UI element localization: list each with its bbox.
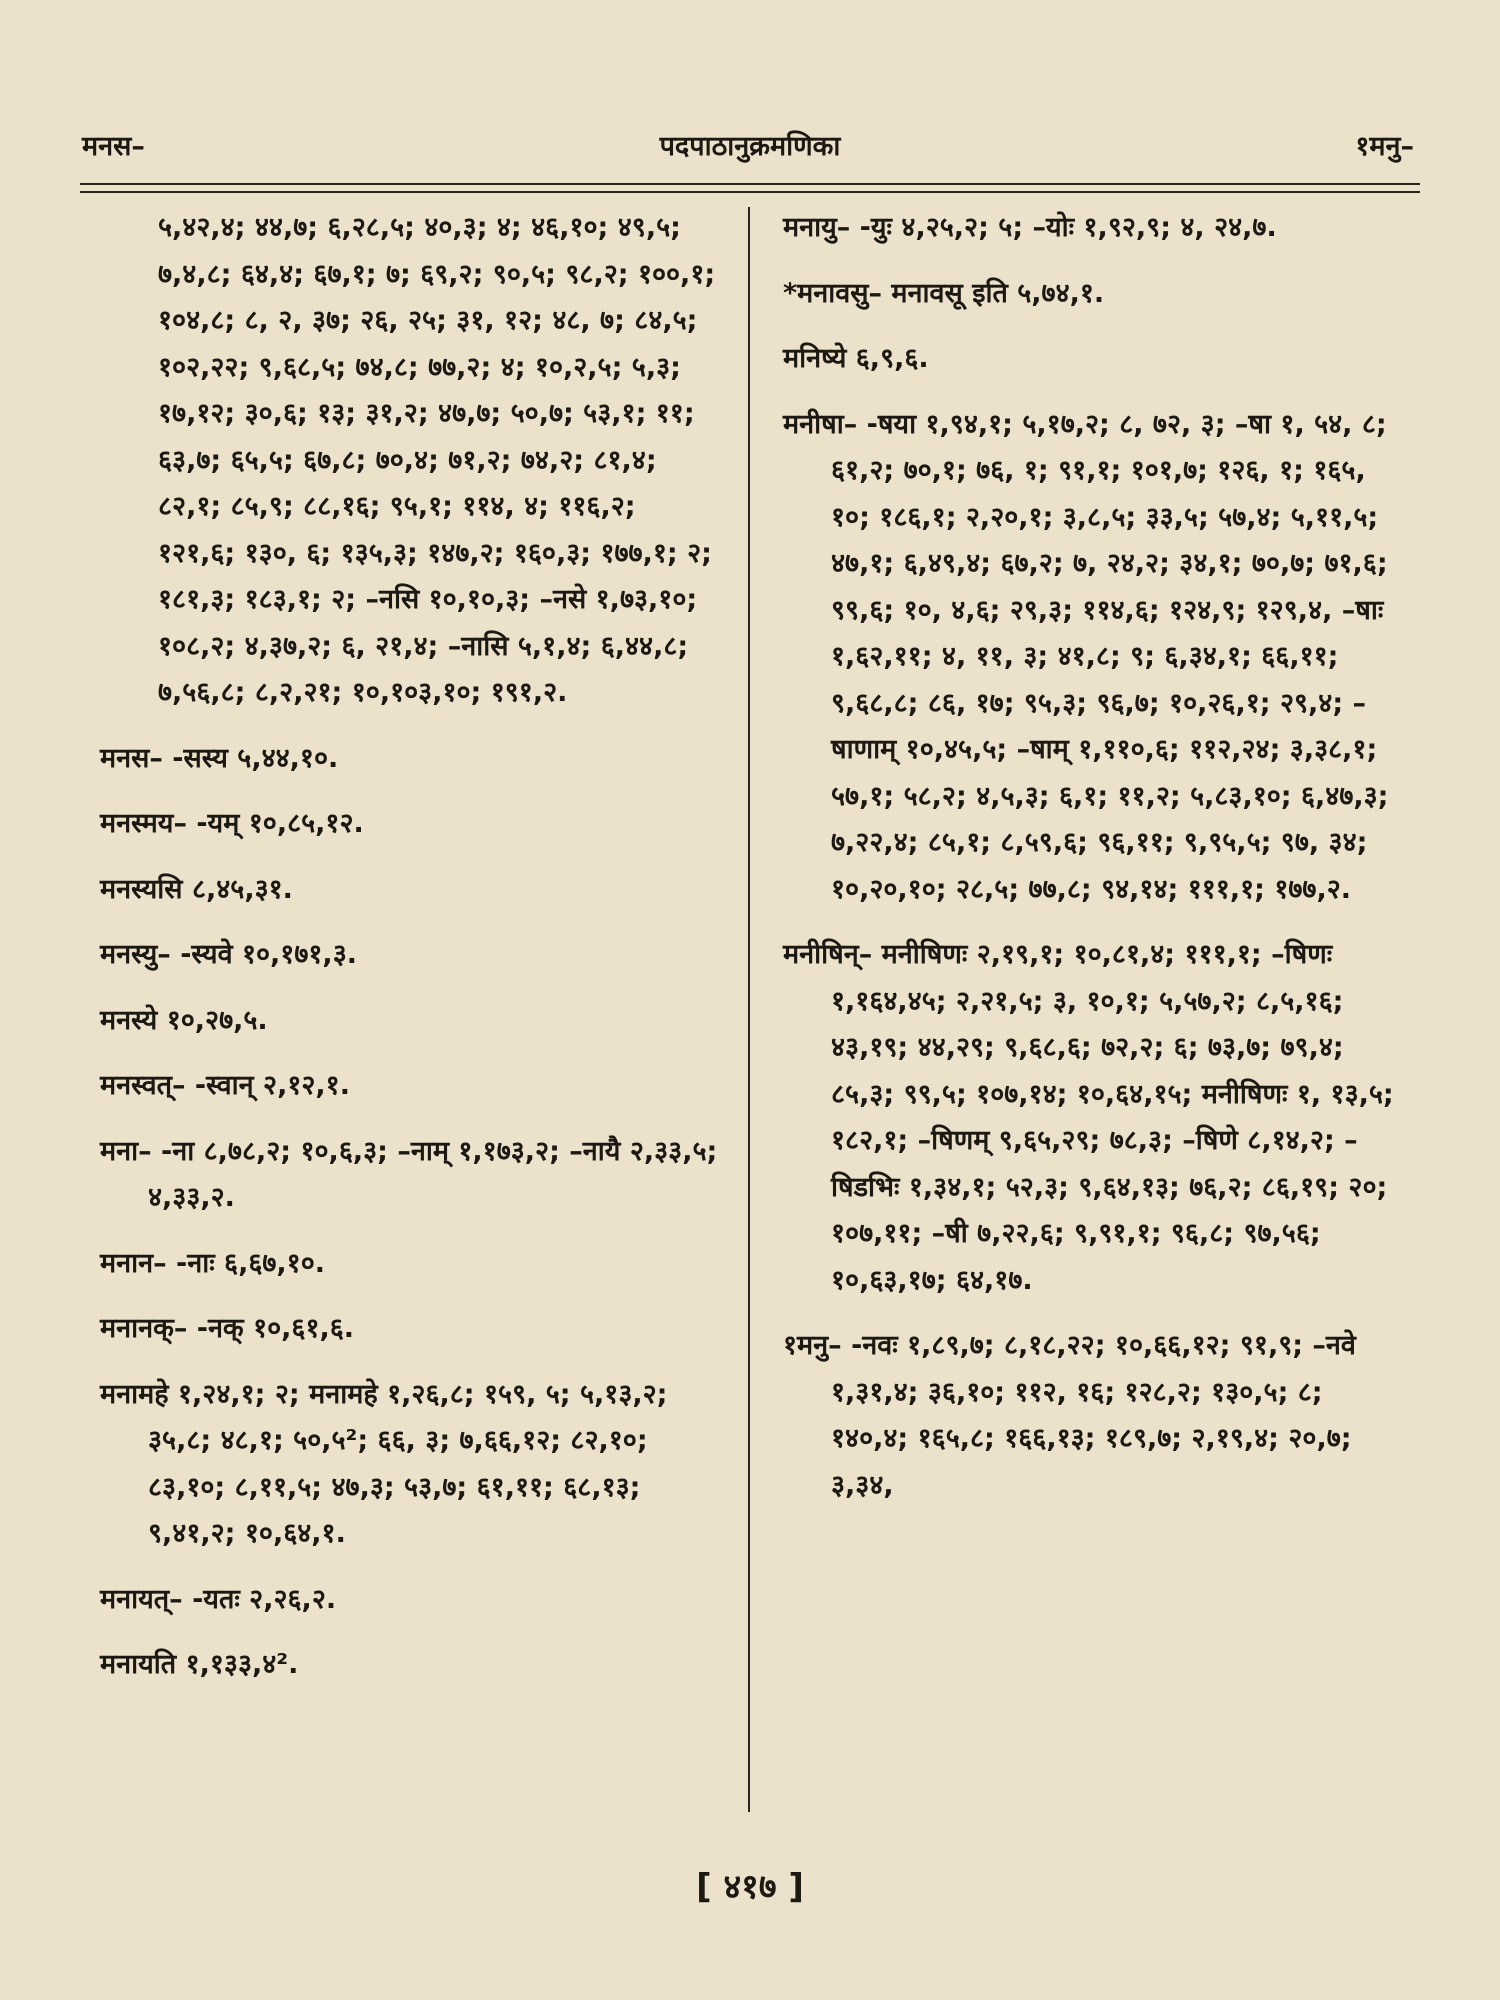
header-rule <box>80 183 1420 193</box>
right-column <box>783 205 1403 1528</box>
running-head-right: १मनु– <box>1355 131 1414 162</box>
index-entry: मनीषा– -षया १,९४,१; ५,१७,२; ८, ७२, ३; –षा १, ५४, ८; ६१,२; ७०,१; ७६, १; ९१,१; १०१,७; १२६, १; १६५, १०; १८६,१; २,२०,१; ३,८,५; ३३,५; ५७,४; ५,११,५; ४७,१; ६,४९,४; ६७,२; ७, २४,२; ३४,१; ७०,७; ७१,६; ९९,६; १०, ४,६; २९,३; ११४,६; १२४,९; १२९,४, –षाः १,६२,११; ४, ११, ३; ४१,८; ९; ६,३४,१; ६६,११; ९,६८,८; ८६, १७; ९५,३; ९६,७; १०,२६,१; २९,४; –षाणाम् १०,४५,५; –षाम् १,११०,६; ११२,२४; ३,३८,१; ५७,१; ५८,२; ४,५,३; ६,१; ११,२; ५,८३,१०; ६,४७,३; ७,२२,४; ८५,१; ८,५९,६; ९६,११; ९,९५,५; ९७, ३४; १०,२०,१०; २८,५; ७७,८; ९४,१४; १११,१; १७७,२. <box>783 408 1389 905</box>
index-entry: मनीषिन्– मनीषिणः २,१९,१; १०,८१,४; १११,१; –षिणः १,१६४,४५; २,२१,५; ३, १०,१; ५,५७,२; ८,५,१६; ४३,१९; ४४,२९; ९,६८,६; ७२,२; ६; ७३,७; ७९,४; ८५,३; ९९,५; १०७,१४; १०,६४,१५; मनीषिणः १, १३,५; १८२,१; –षिणम् ९,६५,२९; ७८,३; –षिणे ८,१४,२; –षिडभिः १,३४,१; ५२,३; ९,६४,१३; ७६,२; ८६,१९; २०; १०७,११; –षी ७,२२,६; ९,९१,१; ९६,८; ९७,५६; १०,६३,१७; ६४,१७. <box>783 939 1394 1296</box>
index-entry: मनायत्– -यतः २,२६,२. <box>100 1583 337 1615</box>
index-entry: मनायति १,१३३,४². <box>100 1649 299 1680</box>
index-entry: मनस्यसि ८,४५,३१. <box>100 873 293 905</box>
index-entry: मनस्मय– -यम् १०,८५,१२. <box>100 808 364 839</box>
index-entry: १मनु– -नवः १,८९,७; ८,१८,२२; १०,६६,१२; ९१,९; –नवे १,३१,४; ३६,१०; ११२, १६; १२८,२; १३०,५; ८; १४०,४; १६५,८; १६६,१३; १८९,७; २,१९,४; २०,७; ३,३४, <box>783 1330 1356 1501</box>
index-entry: मनायु– -युः ४,२५,२; ५; –योः १,९२,९; ४, २४,७. <box>783 212 1277 243</box>
index-entry: मनस– -सस्य ५,४४,१०. <box>100 742 339 774</box>
index-entry: मनान– -नाः ६,६७,१०. <box>100 1247 326 1279</box>
page-number: [ ४१७ ] <box>696 1867 804 1907</box>
index-entry: *मनावसु– मनावसू इति ५,७४,१. <box>783 277 1105 309</box>
index-entry: मनस्वत्– -स्वान् २,१२,१. <box>100 1070 350 1101</box>
index-entry: मनस्यु– -स्यवे १०,१७१,३. <box>100 939 357 970</box>
index-entry: मनस्ये १०,२७,५. <box>100 1004 268 1036</box>
index-entry: मनामहे १,२४,१; २; मनामहे १,२६,८; १५९, ५; ५,१३,२; ३५,८; ४८,१; ५०,५²; ६६, ३; ७,६६,१२; ८२,१०; ८३,१०; ८,११,५; ४७,३; ५३,७; ६१,११; ६८,१३; ९,४१,२; १०,६४,१. <box>100 1378 668 1549</box>
column-divider <box>748 207 750 1812</box>
index-entry: मना– -ना ८,७८,२; १०,६,३; –नाम् १,१७३,२; –नायै २,३३,५; ४,३३,२. <box>100 1135 718 1213</box>
left-column <box>100 205 720 1708</box>
index-entry: ५,४२,४; ४४,७; ६,२८,५; ४०,३; ४; ४६,१०; ४९,५; ७,४,८; ६४,४; ६७,१; ७; ६९,२; ९०,५; ९८,२; १००,१; १०४,८; ८, २, ३७; २६, २५; ३१, १२; ४८, ७; ८४,५; १०२,२२; ९,६८,५; ७४,८; ७७,२; ४; १०,२,५; ५,३; १७,१२; ३०,६; १३; ३१,२; ४७,७; ५०,७; ५३,१; ११; ६३,७; ६५,५; ६७,८; ७०,४; ७१,२; ७४,२; ८१,४; ८२,१; ८५,९; ८८,१६; ९५,१; ११४, ४; ११६,२; १२१,६; १३०, ६; १३५,३; १४७,२; १६०,३; १७७,१; २; १८१,३; १८३,१; २; –नसि १०,१०,३; –नसे १,७३,१०; १०८,२; ४,३७,२; ६, २१,४; –नासि ५,१,४; ६,४४,८; ७,५६,८; ८,२,२१; १०,१०३,१०; १९१,२. <box>158 212 716 708</box>
index-entry: मनिष्ये ६,९,६. <box>783 343 929 374</box>
index-entry: मनानक्– -नक् १०,६१,६. <box>100 1313 355 1344</box>
running-head-title: पदपाठानुक्रमणिका <box>659 131 841 162</box>
running-head-left: मनस– <box>82 131 145 162</box>
